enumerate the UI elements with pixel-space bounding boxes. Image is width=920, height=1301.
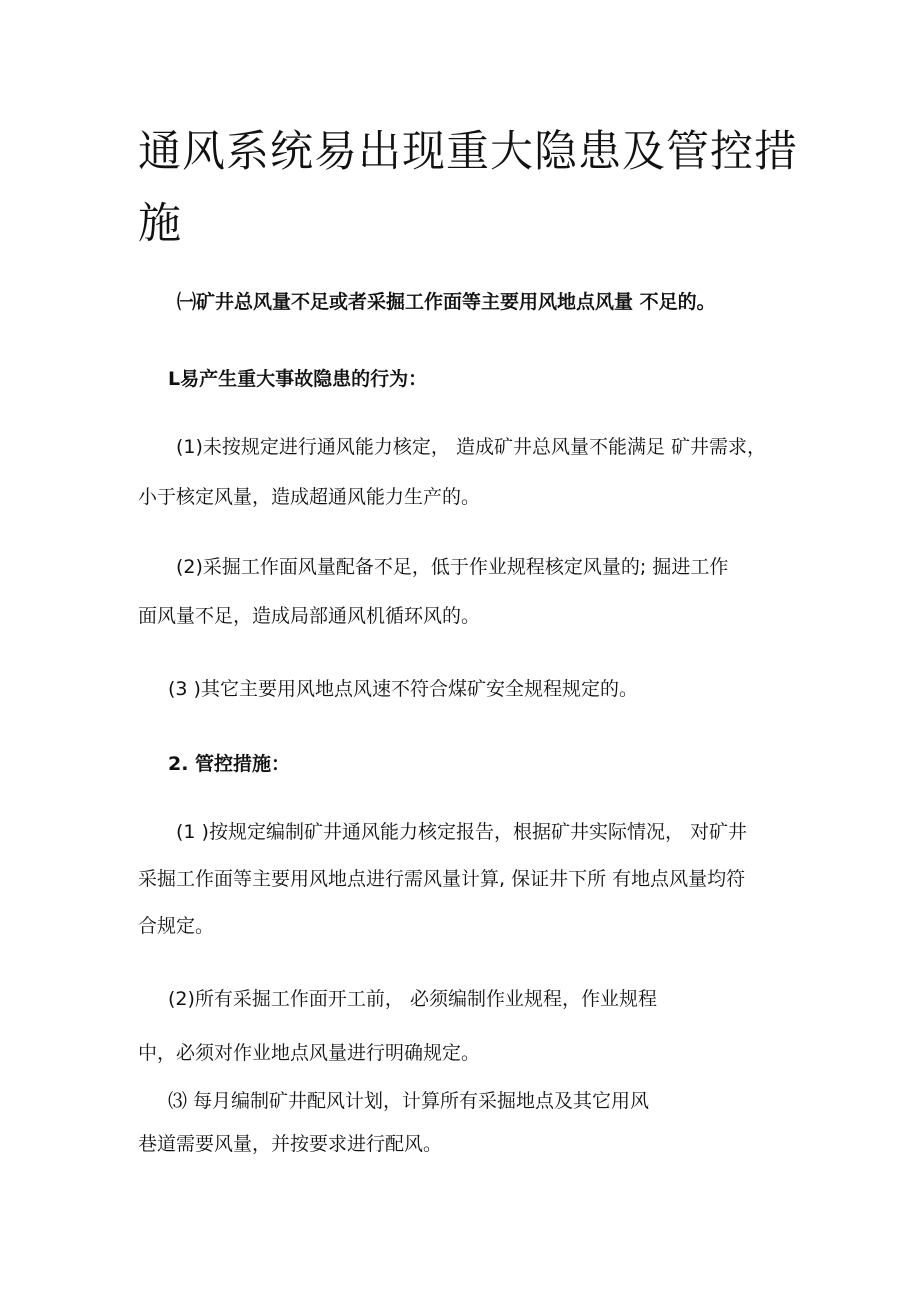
behavior-2-line-2: 面风量不足，造成局部通风机循环风的。 bbox=[138, 605, 481, 627]
measure-1-line-2: 采掘工作面等主要用风地点进行需风量计算, 保证井下所 有地点风量均符 bbox=[138, 868, 746, 890]
behavior-1-line-1: (1)未按规定进行通风能力核定， 造成矿井总风量不能满足 矿井需求， bbox=[176, 436, 766, 458]
behavior-2-line-1: (2)采掘工作面风量配备不足，低于作业规程核定风量的; 掘进工作 bbox=[176, 556, 729, 578]
measure-2-line-1: (2)所有采掘工作面开工前， 必须编制作业规程，作业规程 bbox=[168, 988, 657, 1010]
subheading-control-measures: 2. 管控措施： bbox=[168, 753, 291, 775]
measure-3-line-1: ⑶ 每月编制矿井配风计划，计算所有采掘地点及其它用风 bbox=[168, 1090, 650, 1112]
subheading-hazard-behaviors: L易产生重大事故隐患的行为： bbox=[168, 368, 428, 390]
measure-2-line-2: 中，必须对作业地点风量进行明确规定。 bbox=[138, 1042, 481, 1064]
document-title-line-1: 通风系统易出现重大隐患及管控措 bbox=[138, 127, 798, 177]
section-heading: ㈠矿井总风量不足或者采掘工作面等主要用风地点风量 不足的。 bbox=[177, 291, 716, 313]
behavior-3-line-1: (3 )其它主要用风地点风速不符合煤矿安全规程规定的。 bbox=[168, 678, 638, 700]
document-title-line-2: 施 bbox=[138, 199, 182, 249]
measure-1-line-1: (1 )按规定编制矿井通风能力核定报告，根据矿井实际情况， 对矿井 bbox=[176, 821, 747, 843]
measure-3-line-2: 巷道需要风量，并按要求进行配风。 bbox=[138, 1133, 443, 1155]
measure-1-line-3: 合规定。 bbox=[138, 915, 215, 937]
behavior-1-line-2: 小于核定风量，造成超通风能力生产的。 bbox=[138, 486, 481, 508]
